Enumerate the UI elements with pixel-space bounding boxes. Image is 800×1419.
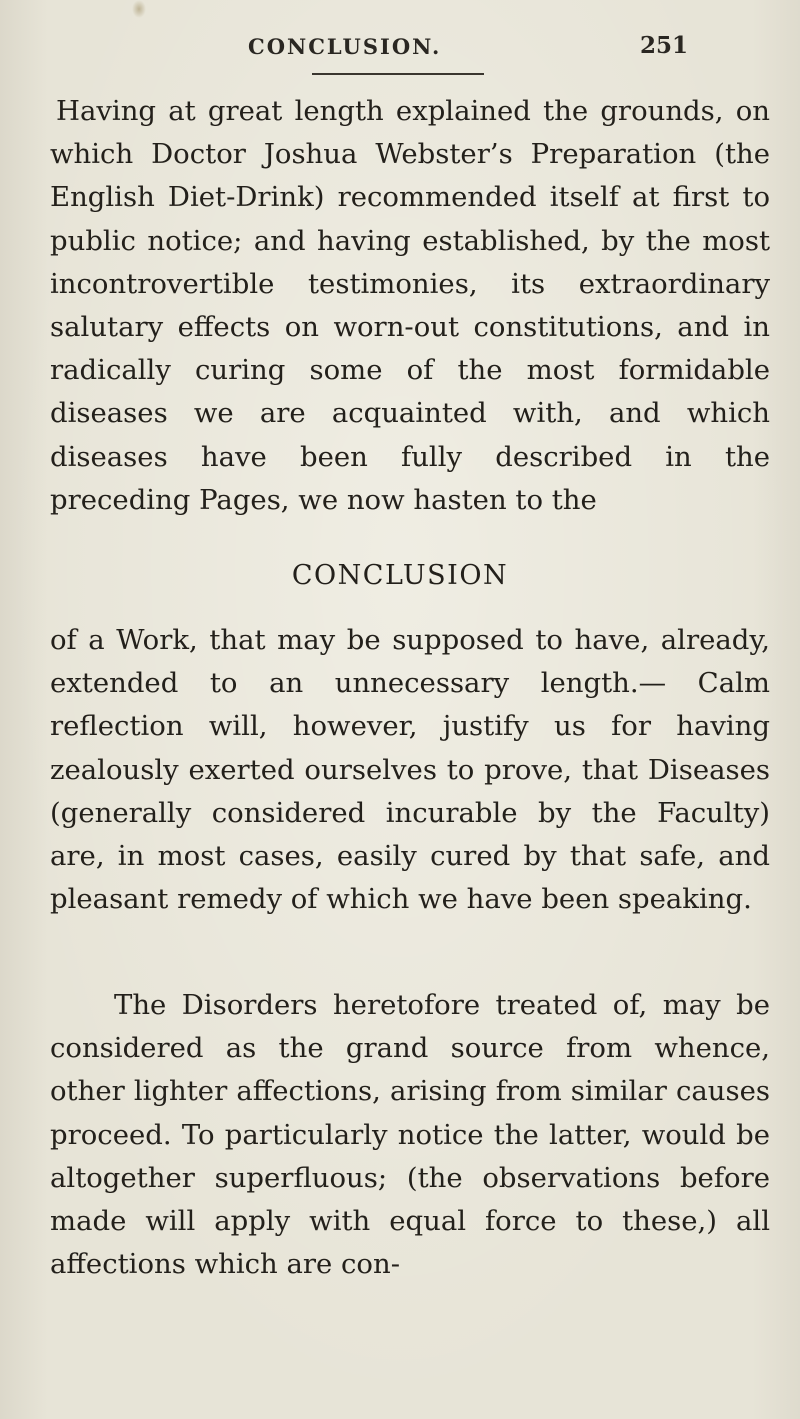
running-title: CONCLUSION.	[248, 34, 442, 59]
paragraph-intro: Having at great length explained the grounds, on which Doctor Joshua Webster’s Preparation (the English Diet-Drink) recommended itself at first to public notice; and having established, by the most incontrovertible testimonies, its extraordinary salutary effects on worn-out constitutions, and in radically curing some of the most formidable diseases we are acquainted with, and which diseases have been fully described in the preceding Pages, we now hasten to the	[50, 95, 770, 516]
paragraph-disorders: The Disorders heretofore treated of, may be considered as the grand source from whence, other lighter affections, arising from similar causes proceed. To particularly notice the latter, would be altogether superfluous; (the observations before made will apply with equal force to these,) all affections which are con-	[50, 989, 770, 1281]
paragraph-conclusion: of a Work, that may be supposed to have, already, extended to an unnecessary length.— Calm reflection will, however, justify us for having zealously exerted ourselves to prove, that Diseases (generally considered incurable by the Faculty) are, in most cases, easily cured by that safe, and pleasant remedy of which we have been speaking.	[50, 624, 770, 916]
page-number: 251	[640, 32, 689, 59]
running-head	[0, 24, 800, 64]
header-rule	[312, 73, 484, 75]
section-heading: CONCLUSION	[291, 560, 509, 591]
ink-smudge	[132, 0, 146, 18]
